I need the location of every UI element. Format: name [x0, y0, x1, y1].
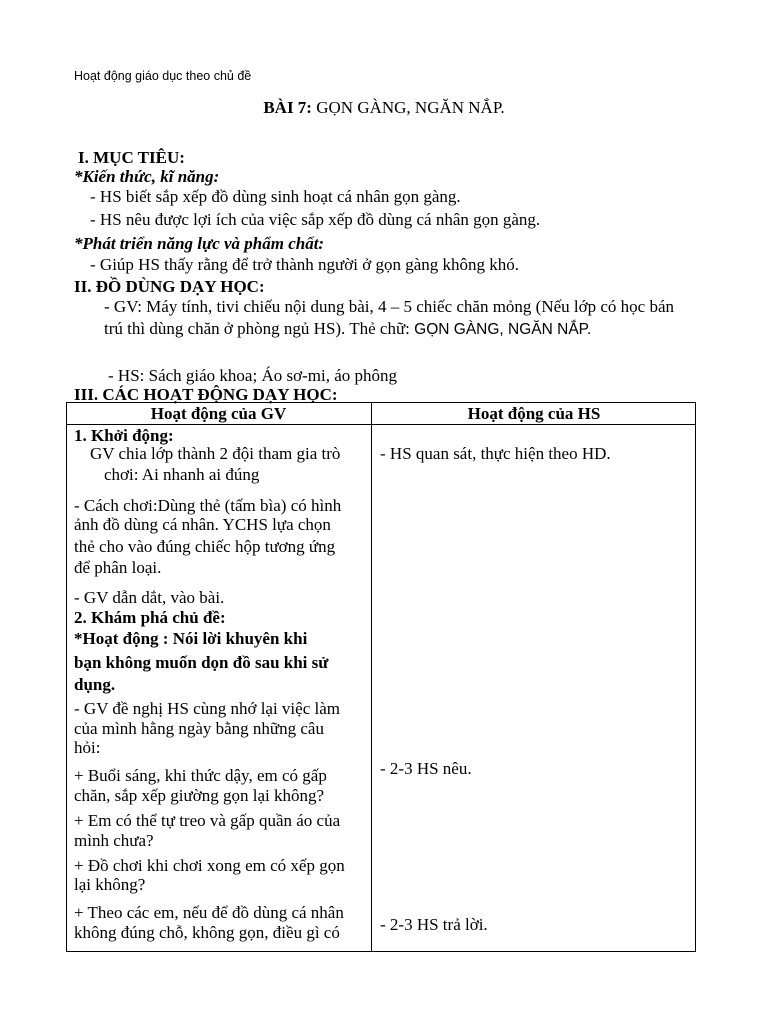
hs-response-3: - 2-3 HS trả lời.	[380, 915, 488, 934]
gv-cach-choi-line-3: thẻ cho vào đúng chiếc hộp tương ứng	[74, 537, 336, 556]
hs-response-2: - 2-3 HS nêu.	[380, 759, 472, 778]
gv-khoi-dong-heading: 1. Khởi động:	[74, 426, 174, 445]
gv-question-4-line-1: + Theo các em, nếu để đồ dùng cá nhân	[74, 903, 344, 922]
subsection-kien-thuc: *Kiến thức, kĩ năng:	[74, 167, 220, 186]
header-note: Hoạt động giáo dục theo chủ đề	[74, 69, 252, 83]
hs-response-1: - HS quan sát, thực hiện theo HD.	[380, 444, 611, 463]
gv-de-nghi-line-2: của mình hằng ngày bằng những câu	[74, 719, 324, 738]
gv-cach-choi-line-4: để phân loại.	[74, 558, 162, 577]
gv-hoat-dong-line-2: bạn không muốn dọn đồ sau khi sử	[74, 653, 329, 672]
gv-de-nghi-line-1: - GV đề nghị HS cùng nhớ lại việc làm	[74, 699, 340, 718]
gv-khoi-dong-line-2: chơi: Ai nhanh ai đúng	[104, 465, 260, 484]
gv-question-4-line-2: không đúng chỗ, không gọn, điều gì có	[74, 923, 340, 942]
gv-de-nghi-line-3: hỏi:	[74, 738, 101, 757]
section-hoat-dong: III. CÁC HOẠT ĐỘNG DẠY HỌC:	[74, 385, 338, 404]
gv-kham-pha-heading: 2. Khám phá chủ đề:	[74, 608, 226, 627]
gv-cach-choi-line-1: - Cách chơi:Dùng thẻ (tấm bìa) có hình	[74, 496, 342, 515]
gv-khoi-dong-line-1: GV chia lớp thành 2 đội tham gia trò	[90, 444, 341, 463]
gv-question-1-line-1: + Buổi sáng, khi thức dậy, em có gấp	[74, 766, 327, 785]
lesson-number: BÀI 7:	[263, 98, 312, 117]
gv-cach-choi-line-2: ảnh đồ dùng cá nhân. YCHS lựa chọn	[74, 515, 331, 534]
gv-question-2-line-1: + Em có thể tự treo và gấp quần áo của	[74, 811, 341, 830]
lesson-title	[0, 98, 768, 118]
gv-question-3-line-1: + Đồ chơi khi chơi xong em có xếp gọn	[74, 856, 345, 875]
table-header-hs: Hoạt động của HS	[467, 404, 601, 423]
gv-materials-paragraph	[104, 296, 674, 341]
gv-materials-text: - GV: Máy tính, tivi chiếu nội dung bài, 4 – 5 chiếc chăn mỏng (Nếu lớp có học bán trú thì dùng chăn ở phòng ngủ HS). Thẻ chữ:	[104, 297, 675, 338]
gv-question-3-line-2: lại không?	[74, 875, 146, 894]
gv-hoat-dong-line-1: *Hoạt động : Nói lời khuyên khi	[74, 629, 308, 648]
gv-dan-dat: - GV dẫn dắt, vào bài.	[74, 588, 225, 607]
section-muc-tieu: I. MỤC TIÊU:	[78, 148, 185, 167]
gv-question-2-line-2: mình chưa?	[74, 831, 154, 850]
phat-trien-item-1: - Giúp HS thấy rằng để trở thành người ở gọn gàng không khó.	[90, 255, 520, 274]
gv-question-1-line-2: chăn, sắp xếp giường gọn lại không?	[74, 786, 325, 805]
section-do-dung: II. ĐỒ DÙNG DẠY HỌC:	[74, 277, 265, 296]
kien-thuc-item-1: - HS biết sắp xếp đồ dùng sinh hoạt cá nhân gọn gàng.	[90, 187, 461, 206]
gv-materials-word-cards: GỌN GÀNG, NGĂN NẮP.	[414, 321, 592, 338]
subsection-phat-trien: *Phát triển năng lực và phẩm chất:	[74, 234, 325, 253]
table-column-divider	[371, 402, 372, 952]
kien-thuc-item-2: - HS nêu được lợi ích của việc sắp xếp đồ dùng cá nhân gọn gàng.	[90, 210, 541, 229]
gv-hoat-dong-line-3: dụng.	[74, 675, 116, 694]
table-header-gv: Hoạt động của GV	[150, 404, 287, 423]
lesson-topic: GỌN GÀNG, NGĂN NẮP.	[311, 98, 505, 117]
hs-materials: - HS: Sách giáo khoa; Áo sơ-mi, áo phông	[108, 366, 397, 385]
